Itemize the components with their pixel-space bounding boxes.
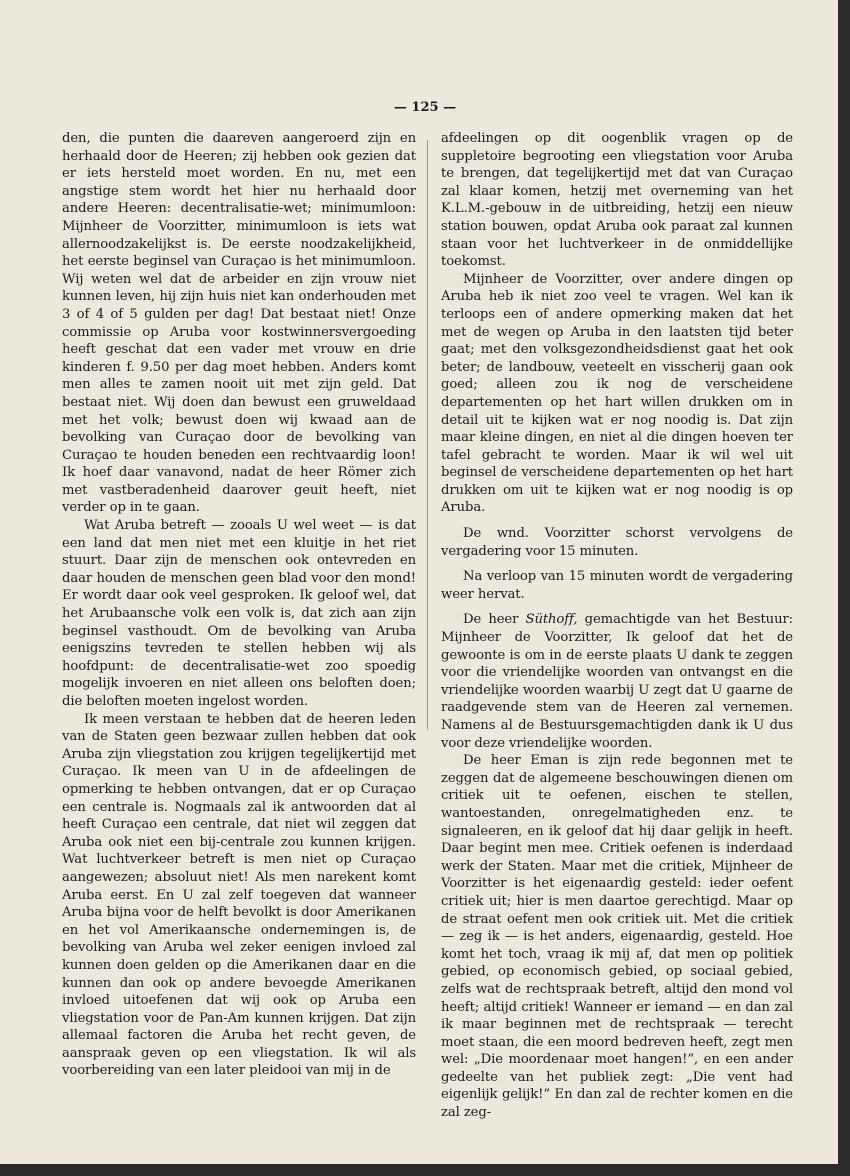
speaker-name: Süthoff, xyxy=(525,612,578,628)
page-number: — 125 — xyxy=(0,100,850,115)
right-column xyxy=(441,130,793,1122)
left-column xyxy=(62,130,416,1080)
column-divider xyxy=(427,140,428,730)
right-paragraph-6: De heer Eman is zijn rede begonnen met te zeggen dat de algemeene beschouwingen dienen om critiek uit te oefenen, eischen te stellen, wantoestanden, onregelmatigheden enz. te signaleeren, en ik geloof dat hij daar gelijk in heeft. Daar begint men mee. Critiek oefenen is inderdaad werk der Staten. Maar met die critiek, Mijnheer de Voorzitter is het eigenaardig gesteld: ieder oefent critiek uit; hier is men daartoe gerechtigd. Maar op de straat oefent men ook critiek uit. Met die critiek — zeg ik — is het anders, eigenaardig, gesteld. Hoe komt het toch, vraag ik mij af, dat men op politiek gebied, op economisch gebied, op sociaal gebied, zelfs wat de rechtspraak betreft, altijd den mond vol heeft; altijd critiek! Wanneer er iemand — en dan zal ik maar beginnen met de rechtspraak — terecht moet staan, die een moord bedreven heeft, zegt men wel: „Die moordenaar moet hangen!”, en een ander gedeelte van het publiek zegt: „Die vent had eigenlijk gelijk!” En dan zal de rechter komen en die zal zeg- xyxy=(441,753,793,1121)
right-paragraph-2: Mijnheer de Voorzitter, over andere dingen op Aruba heb ik niet zoo veel te vragen. Wel kan ik terloops een of andere opmerking maken dat het met de wegen op Aruba in den laatsten tijd beter gaat; met den volksgezondheidsdienst gaat het ook beter; de landbouw, veeteelt en visscherij gaan ook goed; alleen zou ik nog de verscheidene departementen op het hart willen drukken om in detail uit te kijken wat er nog noodig is. Dat zijn maar kleine dingen, en niet al die dingen hoeven ter tafel gebracht te worden. Maar ik wil wel uit beginsel de verscheidene departementen op het hart drukken om uit te kijken wat er nog noodig is op Aruba. xyxy=(441,271,793,516)
left-paragraph-1: den, die punten die daareven aangeroerd zijn en herhaald door de Heeren; zij hebben ook gezien dat er iets hersteld moet worden. En nu, met een angstige stem wordt het hier nu herhaald door andere Heeren: decentralisatie-wet; minimumloon: Mijnheer de Voorzitter, minimumloon is iets wat allernoodzakelijkst is. De eerste noodzakelijkheid, het eerste beginsel van Curaçao is het minimumloon. Wij weten wel dat de arbeider en zijn vrouw niet kunnen leven, hij zijn huis niet kan onderhouden met 3 of 4 of 5 gulden per dag! Dat bestaat niet! Onze commissie op Aruba voor kostwinnersvergoeding heeft geschat dat een vader met vrouw en drie kinderen f. 9.50 per dag moet hebben. Anders komt men alles te zamen nooit uit met zijn geld. Dat bestaat niet. Wij doen dan bewust een gruweldaad met het volk; bewust doen wij kwaad aan de bevolking van Curaçao door de bevolking van Curaçao te houden beneden een rechtvaardig loon! Ik hoef daar vanavond, nadat de heer Römer zich met vastberadenheid daarover geuit heeft, niet verder op in te gaan. xyxy=(62,131,416,516)
speech-prefix: De heer xyxy=(463,612,519,628)
left-paragraph-3: Ik meen verstaan te hebben dat de heeren leden van de Staten geen bezwaar zullen hebben dat ook Aruba zijn vliegstation zou krijgen tegelijkertijd met Curaçao. Ik meen van U in de afdeelingen de opmerking te hebben ontvangen, dat er op Curaçao een centrale is. Nogmaals zal ik antwoorden dat al heeft Curaçao een centrale, dat niet wil zeggen dat Aruba ook niet een bij-centrale zou kunnen krijgen. Wat luchtverkeer betreft is men niet op Curaçao aangewezen; absoluut niet! Als men narekent komt Aruba eerst. En U zal zelf toegeven dat wanneer Aruba bijna voor de helft bevolkt is door Amerikanen en het vol Amerikaansche ondernemingen is, de bevolking van Aruba wel zeker eenigen invloed zal kunnen doen gelden op die Amerikanen daar en die kunnen dan ook op andere bevoegde Amerikanen invloed uitoefenen dat wij ook op Aruba een vliegstation voor de Pan-Am kunnen krijgen. Dat zijn allemaal factoren die Aruba het recht geven, de aanspraak geven op een vliegstation. Ik wil als voorbereiding van een later pleidooi van mij in de xyxy=(62,711,416,1079)
right-paragraph-1: afdeelingen op dit oogenblik vragen op de suppletoire begrooting een vliegstation voor Aruba te brengen, dat tegelijkertijd met dat van Curaçao zal klaar komen, hetzij met overneming van het K.L.M.-gebouw in de uitbreiding, hetzij een nieuw station bouwen, opdat Aruba ook paraat zal kunnen staan voor het luchtverkeer in de onmiddellijke toekomst. xyxy=(441,131,793,270)
speech-text: gemachtigde van het Bestuur: Mijnheer de Voorzitter, Ik geloof dat het de gewoonte is om in de eerste plaats U dank te zeggen voor die vriendelijke woorden van ontvangst en die vriendelijke woorden waarbij U zegt dat U gaarne de raadgevende stem van de Heeren zal vernemen. Namens al de Bestuursgemachtigden dank ik U dus voor deze vriendelijke woorden. xyxy=(441,612,794,751)
adjournment-note: De wnd. Voorzitter schorst vervolgens de vergadering voor 15 minuten. xyxy=(441,526,793,559)
speech-suthoff xyxy=(441,611,793,752)
left-paragraph-2: Wat Aruba betreft — zooals U wel weet — is dat een land dat men niet met een kluitje in het riet stuurt. Daar zijn de menschen ook ontevreden en daar houden de menschen geen blad voor den mond! Er wordt daar ook veel gesproken. Ik geloof wel, dat het Arubaansche volk een volk is, dat zich aan zijn beginsel vasthoudt. Om de bevolking van Aruba eenigszins tevreden te stellen hebben wij als hoofdpunt: de decentralisatie-wet zoo spoedig mogelijk invoeren en niet alleen ons beloften doen; die beloften moeten ingelost worden. xyxy=(62,518,416,709)
resumption-note: Na verloop van 15 minuten wordt de vergadering weer hervat. xyxy=(441,569,793,602)
